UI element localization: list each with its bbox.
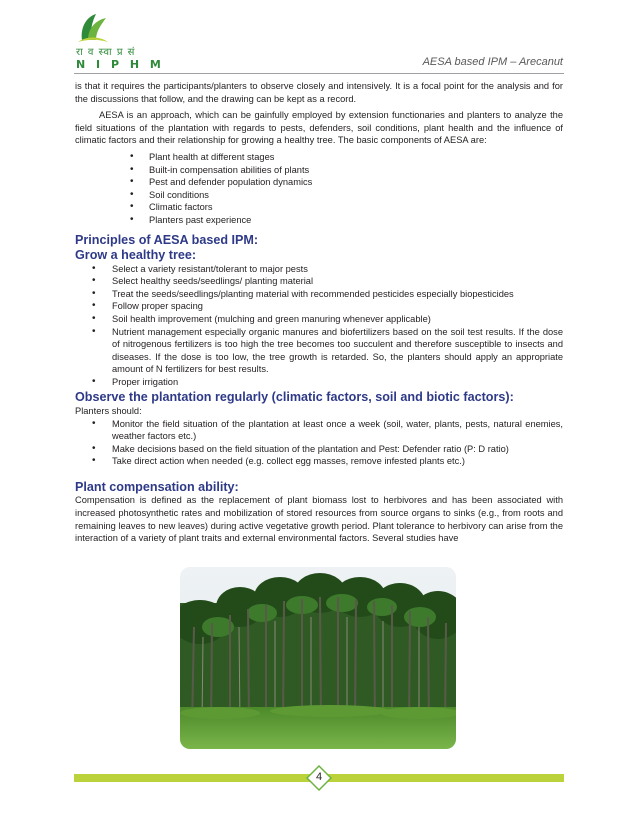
aesa-components-list xyxy=(130,151,563,227)
list-item: • Select a variety resistant/tolerant to major pests xyxy=(75,263,563,276)
list-item: • Make decisions based on the field situation of the plantation and Pest: Defender ratio (P: D ratio) xyxy=(75,443,563,456)
list-item: • Nutrient management especially organic manures and biofertilizers based on the soil test results. If the dose of nitrogenous fertilizers is too high the tree becomes too succulent and therefore susceptible to insects and diseases. If the dose is too low, the tree growth is retarded. So, the planters should apply an appropriate amount of N fertilizers for best results. xyxy=(75,326,563,376)
page-header xyxy=(0,0,638,80)
arecanut-plantation-photo xyxy=(180,567,456,749)
page-content xyxy=(75,80,563,545)
principles-heading: Principles of AESA based IPM: xyxy=(75,232,259,247)
list-item: • Proper irrigation xyxy=(75,376,563,389)
intro-paragraph-2: AESA is an approach, which can be gainfully employed by extension functionaries and planters to analyze the field situations of the plantation with regards to pests, defenders, soil conditions, plant health and the influence of climatic factors and their relationship for growing a healthy tree. The basic components of AESA are: xyxy=(75,110,563,146)
observe-plantation-list xyxy=(75,418,563,468)
plant-compensation-heading: Plant compensation ability: xyxy=(75,479,239,494)
list-item: • Pest and defender population dynamics xyxy=(130,176,563,189)
list-item: • Follow proper spacing xyxy=(75,300,563,313)
list-item: • Built-in compensation abilities of plants xyxy=(130,164,563,177)
intro-paragraph-1: is that it requires the participants/planters to observe closely and intensively. It is a focal point for the analysis and for the discussions that follow, and the drawing can be kept as a record. xyxy=(75,81,563,104)
compensation-paragraph: Compensation is defined as the replacement of plant biomass lost to herbivores and has been associated with increased photosynthetic rates and mobilization of stored resources from source organs to sinks (e.g., from roots and remaining leaves to new leaves) during active vegetative growth period. Plant tolerance to herbivory can arise from the interaction of a variety of plant traits and external environmental factors. Several studies have xyxy=(75,495,563,544)
planters-should-lead: Planters should: xyxy=(75,405,142,416)
list-item: • Select healthy seeds/seedlings/ planting material xyxy=(75,275,563,288)
list-item: • Take direct action when needed (e.g. collect egg masses, remove infested plants etc.) xyxy=(75,455,563,468)
grow-healthy-tree-heading: Grow a healthy tree: xyxy=(75,248,197,263)
observe-plantation-heading: Observe the plantation regularly (climatic factors, soil and biotic factors): xyxy=(75,390,514,405)
page-number: 4 xyxy=(315,771,323,783)
list-item: • Treat the seeds/seedlings/planting material with recommended pesticides especially biopesticides xyxy=(75,288,563,301)
list-item: • Plant health at different stages xyxy=(130,151,563,164)
list-item: • Monitor the field situation of the plantation at least once a week (soil, water, plants, pests, natural enemies, weather factors etc.) xyxy=(75,418,563,443)
header-divider xyxy=(74,73,564,74)
running-header-title: AESA based IPM – Arecanut xyxy=(422,56,563,68)
list-item: • Climatic factors xyxy=(130,201,563,214)
logo-niphm-text: N I P H M xyxy=(76,58,165,71)
list-item: • Soil conditions xyxy=(130,189,563,202)
list-item: • Planters past experience xyxy=(130,214,563,227)
grow-healthy-tree-list xyxy=(75,263,563,389)
logo-hindi-text: रा व स्वा प्र सं xyxy=(76,47,136,58)
list-item: • Soil health improvement (mulching and green manuring whenever applicable) xyxy=(75,313,563,326)
